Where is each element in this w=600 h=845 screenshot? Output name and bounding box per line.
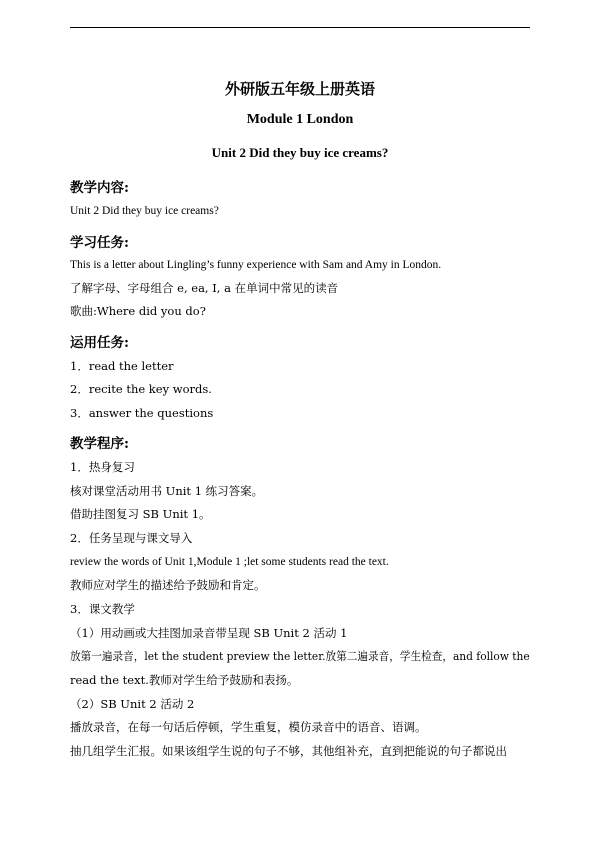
procedure-line: 借助挂图复习 SB Unit 1。	[70, 507, 211, 521]
procedure-line: 放第一遍录音，let the student preview the letter.放第二遍录音，学生检查，and follow the	[70, 649, 530, 663]
procedure-line: 抽几组学生汇报。如果该组学生说的句子不够，其他组补充，直到把能说的句子都说出	[70, 744, 507, 758]
doc-title: 外研版五年级上册英语	[224, 80, 375, 98]
task-line: This is a letter about Lingling’s funny experience with Sam and Amy in London.	[70, 259, 442, 271]
unit-title: Unit 2 Did they buy ice creams?	[211, 145, 389, 160]
header-rule	[70, 27, 530, 28]
procedure-line: 3．课文教学	[70, 602, 135, 616]
module-title: Module 1 London	[246, 112, 354, 127]
heading-application-tasks: 运用任务:	[70, 335, 129, 351]
apply-line: 1．read the letter	[70, 359, 174, 373]
task-line: 了解字母、字母组合 e, ea, I, a 在单词中常见的读音	[70, 281, 339, 295]
procedure-line: 核对课堂活动用书 Unit 1 练习答案。	[70, 484, 264, 498]
procedure-line: 1．热身复习	[70, 460, 135, 474]
procedure-line: （1）用动画或大挂图加录音带呈现 SB Unit 2 活动 1	[70, 626, 348, 640]
procedure-line: 播放录音，在每一句话后停顿，学生重复，模仿录音中的语音、语调。	[70, 720, 427, 734]
procedure-line: read the text.教师对学生给予鼓励和表扬。	[70, 673, 299, 687]
heading-learning-tasks: 学习任务:	[70, 235, 129, 251]
task-line: 歌曲:Where did you do?	[70, 304, 206, 318]
heading-teaching-content: 教学内容:	[70, 180, 129, 196]
heading-teaching-procedure: 教学程序:	[70, 436, 129, 452]
apply-line: 3．answer the questions	[70, 406, 214, 420]
apply-line: 2．recite the key words.	[70, 382, 212, 396]
procedure-line: （2）SB Unit 2 活动 2	[70, 697, 195, 711]
procedure-line: 2．任务呈现与课文导入	[70, 531, 193, 545]
procedure-line: 教师应对学生的描述给予鼓励和肯定。	[70, 578, 266, 592]
procedure-line: review the words of Unit 1,Module 1 ;let some students read the text.	[70, 556, 389, 568]
content-line: Unit 2 Did they buy ice creams?	[70, 205, 219, 217]
